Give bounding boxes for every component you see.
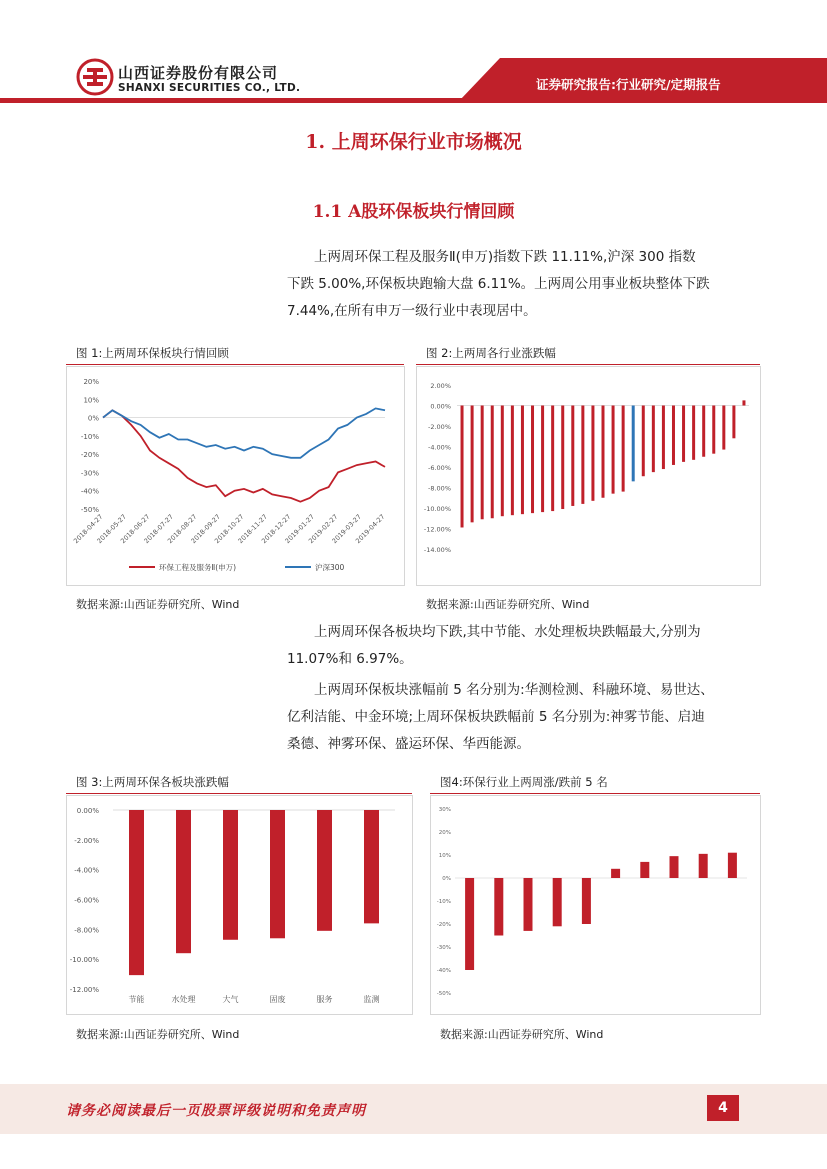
x-tick-label: 2018-11-27 — [236, 512, 269, 546]
figure-2-source: 数据来源:山西证券研究所、Wind — [426, 598, 590, 611]
bar — [317, 810, 332, 931]
paragraph-1 — [287, 244, 757, 325]
header — [0, 0, 827, 104]
bar — [591, 406, 594, 501]
bar — [640, 862, 649, 878]
sector-bar-chart — [67, 796, 412, 1014]
bar — [632, 406, 635, 482]
figure-4-title: 图4:环保行业上两周涨/跌前 5 名 — [440, 775, 608, 789]
y-tick-label: -2.00% — [74, 836, 99, 845]
bar — [722, 406, 725, 450]
figure-1-source: 数据来源:山西证券研究所、Wind — [76, 598, 240, 611]
y-tick-label: 30% — [438, 807, 451, 813]
paragraph-line: 11.07%和 6.97%。 — [287, 651, 413, 667]
y-tick-label: -50% — [80, 506, 99, 514]
x-tick-label: 2018-09-27 — [189, 512, 222, 546]
y-tick-label: -2.00% — [428, 423, 451, 431]
y-tick-label: -30% — [436, 945, 451, 951]
y-tick-label: 0% — [442, 876, 451, 882]
figure-2-title: 图 2:上两周各行业涨跌幅 — [426, 346, 556, 360]
x-tick-label: 2019-04-27 — [354, 512, 387, 546]
figure-1-rule — [66, 364, 404, 365]
category-label: 水处理 — [171, 995, 196, 1004]
y-tick-label: 0.00% — [430, 402, 451, 411]
figure-3-chart — [66, 795, 413, 1015]
figure-1-title: 图 1:上两周环保板块行情回顾 — [76, 346, 229, 360]
paragraph-line: 7.44%,在所有申万一级行业中表现居中。 — [287, 303, 537, 319]
y-tick-label: 0% — [87, 414, 99, 423]
figure-4-chart — [430, 795, 761, 1015]
bar — [553, 878, 562, 926]
bar — [551, 406, 554, 512]
bar — [364, 810, 379, 923]
section-heading: 1. 上周环保行业市场概况 — [305, 131, 522, 153]
bar — [491, 406, 494, 519]
report-type-tag: 证券研究报告:行业研究/定期报告 — [536, 77, 721, 92]
header-divider — [0, 98, 827, 103]
top5-bar-chart — [431, 796, 760, 1014]
y-tick-label: -10% — [436, 899, 451, 905]
figure-1-chart — [66, 366, 405, 586]
paragraph-line: 上两周环保工程及服务Ⅱ(申万)指数下跌 11.11%,沪深 300 指数 — [314, 249, 696, 265]
company-logo-icon — [76, 58, 114, 96]
bar — [461, 406, 464, 528]
category-label: 监测 — [363, 995, 380, 1004]
y-tick-label: -4.00% — [74, 866, 99, 875]
y-tick-label: -8.00% — [74, 926, 99, 935]
figure-3-rule — [66, 793, 412, 794]
y-tick-label: -20% — [80, 451, 99, 460]
legend-label: 沪深300 — [315, 563, 345, 572]
legend-label: 环保工程及服务Ⅱ(申万) — [159, 563, 237, 572]
bar — [465, 878, 474, 970]
bar — [561, 406, 564, 510]
x-tick-label: 2018-06-27 — [119, 512, 152, 546]
y-tick-label: 20% — [83, 378, 99, 386]
company-name-en: SHANXI SECURITIES CO., LTD. — [118, 82, 301, 94]
bar — [642, 406, 645, 477]
y-tick-label: -8.00% — [428, 484, 451, 493]
y-tick-label: -40% — [436, 968, 451, 974]
bar — [692, 406, 695, 460]
y-tick-label: -40% — [80, 487, 99, 496]
bar — [511, 406, 514, 516]
y-tick-label: 10% — [438, 853, 451, 859]
y-tick-label: -12.00% — [69, 986, 99, 994]
figure-4-source: 数据来源:山西证券研究所、Wind — [440, 1028, 604, 1041]
line-chart — [67, 367, 404, 585]
x-tick-label: 2018-08-27 — [166, 512, 199, 546]
figure-3-title: 图 3:上两周环保各板块涨跌幅 — [76, 775, 229, 789]
figure-4-rule — [430, 793, 760, 794]
y-tick-label: -10.00% — [423, 505, 451, 513]
bar — [494, 878, 503, 936]
y-tick-label: -30% — [80, 469, 99, 478]
category-label: 服务 — [316, 995, 333, 1004]
series-line — [103, 410, 385, 501]
x-tick-label: 2018-05-27 — [95, 512, 128, 546]
y-tick-label: -10% — [80, 432, 99, 441]
bar — [176, 810, 191, 953]
bar — [223, 810, 238, 940]
industry-bar-chart — [417, 367, 760, 585]
figure-2-chart — [416, 366, 761, 586]
bar — [582, 878, 591, 924]
x-tick-label: 2018-12-27 — [260, 512, 293, 546]
y-tick-label: -12.00% — [423, 525, 451, 534]
category-label: 大气 — [222, 995, 239, 1004]
bar — [682, 406, 685, 462]
bar — [541, 406, 544, 513]
bar — [712, 406, 715, 454]
x-tick-label: 2018-10-27 — [213, 512, 246, 546]
bar — [611, 869, 620, 878]
x-tick-label: 2019-02-27 — [307, 512, 340, 546]
bar — [571, 406, 574, 506]
paragraph-3 — [287, 677, 757, 758]
subsection-heading: 1.1 A股环保板块行情回顾 — [312, 202, 515, 222]
y-tick-label: 0.00% — [76, 807, 99, 815]
bar — [652, 406, 655, 473]
series-line — [103, 408, 385, 457]
bar — [481, 406, 484, 520]
paragraph-2 — [287, 619, 757, 673]
y-tick-label: -4.00% — [428, 443, 451, 452]
paragraph-line: 上两周环保各板块均下跌,其中节能、水处理板块跌幅最大,分别为 — [314, 624, 701, 640]
y-tick-label: -10.00% — [69, 956, 99, 965]
x-tick-label: 2019-03-27 — [330, 512, 363, 546]
bar — [521, 406, 524, 515]
bar — [702, 406, 705, 457]
paragraph-line: 亿利洁能、中金环境;上周环保板块跌幅前 5 名分别为:神雾节能、启迪 — [287, 709, 705, 725]
paragraph-line: 下跌 5.00%,环保板块跑输大盘 6.11%。上两周公用事业板块整体下跌 — [287, 276, 710, 292]
y-tick-label: -14.00% — [423, 546, 451, 554]
disclaimer-link[interactable]: 请务必阅读最后一页股票评级说明和免责声明 — [66, 1103, 366, 1119]
bar — [672, 406, 675, 465]
company-name-cn: 山西证券股份有限公司 — [118, 64, 279, 82]
bar — [612, 406, 615, 494]
bar — [728, 853, 737, 878]
y-tick-label: 20% — [438, 830, 451, 836]
y-tick-label: 2.00% — [430, 382, 451, 390]
bar — [501, 406, 504, 517]
bar — [270, 810, 285, 938]
bar — [742, 400, 745, 405]
x-tick-label: 2018-07-27 — [142, 512, 175, 546]
bar — [662, 406, 665, 470]
y-tick-label: -6.00% — [428, 464, 451, 472]
page-number: 4 — [707, 1095, 739, 1121]
y-tick-label: -20% — [436, 922, 451, 928]
category-label: 节能 — [128, 995, 145, 1004]
y-tick-label: -6.00% — [74, 896, 99, 905]
bar — [471, 406, 474, 523]
y-tick-label: 10% — [83, 396, 99, 405]
x-tick-label: 2018-04-27 — [72, 512, 105, 546]
bar — [602, 406, 605, 498]
y-tick-label: -50% — [436, 991, 451, 997]
paragraph-line: 桑德、神雾环保、盛运环保、华西能源。 — [287, 736, 530, 752]
bar — [524, 878, 533, 931]
bar — [622, 406, 625, 492]
category-label: 固废 — [269, 995, 286, 1004]
bar — [531, 406, 534, 514]
x-tick-label: 2019-01-27 — [283, 512, 316, 546]
paragraph-line: 上两周环保板块涨幅前 5 名分别为:华测检测、科融环境、易世达、 — [314, 682, 714, 698]
figure-3-source: 数据来源:山西证券研究所、Wind — [76, 1028, 240, 1041]
figure-2-rule — [416, 364, 760, 365]
bar — [670, 856, 679, 878]
bar — [129, 810, 144, 975]
bar — [699, 854, 708, 878]
bar — [581, 406, 584, 504]
bar — [732, 406, 735, 439]
